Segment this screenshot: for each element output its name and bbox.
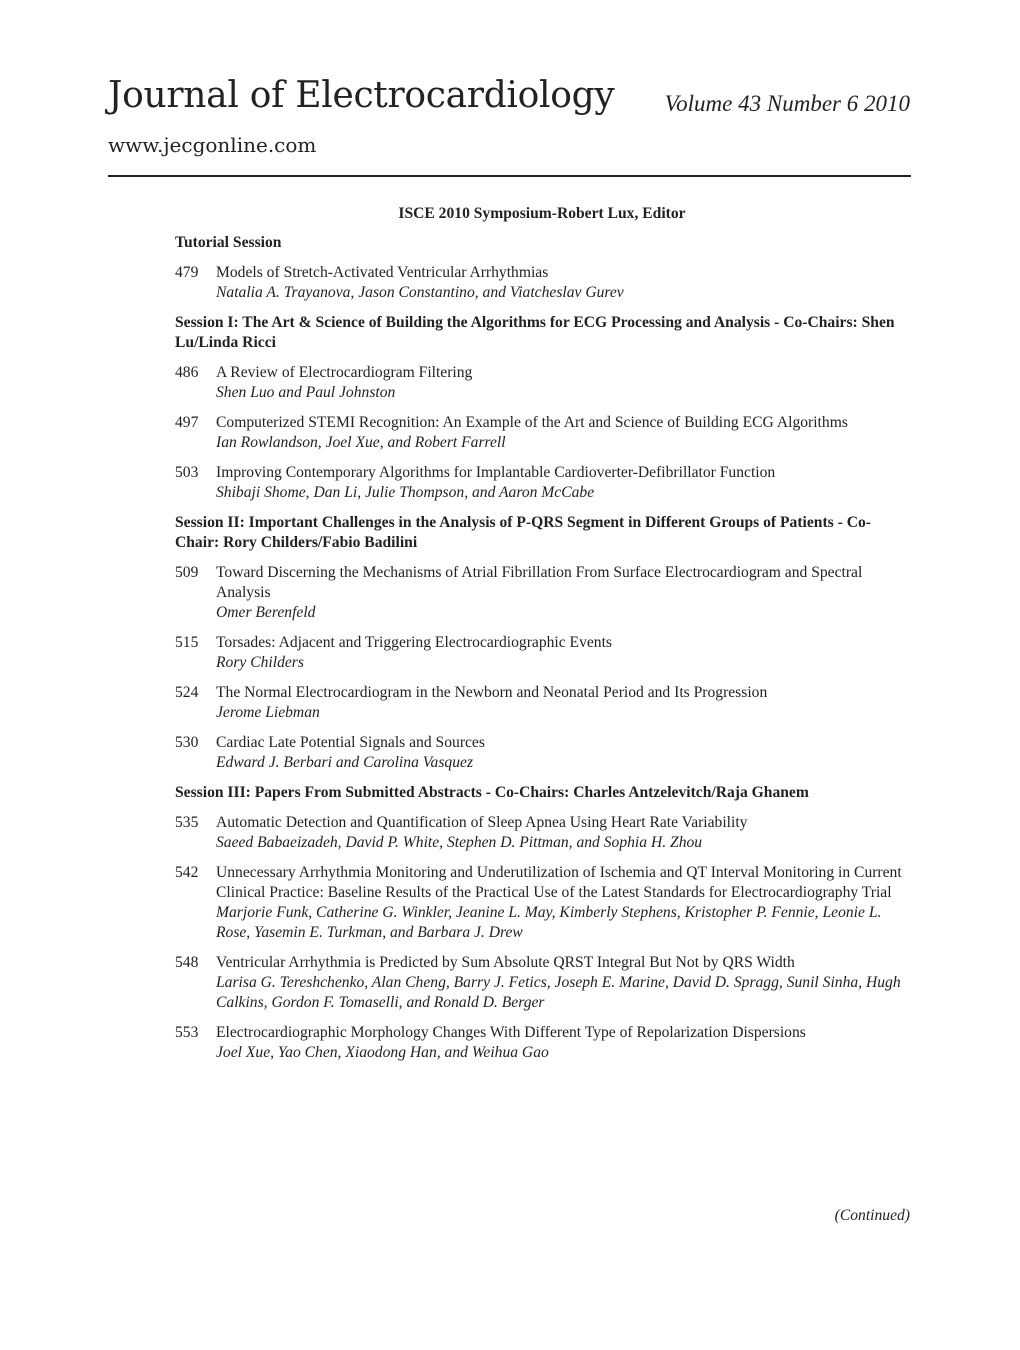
toc-entry[interactable] <box>175 813 915 853</box>
toc-sections <box>175 233 915 1063</box>
article-title[interactable]: Electrocardiographic Morphology Changes With Different Type of Repolarization Dispersions <box>216 1024 806 1041</box>
article-authors: Ian Rowlandson, Joel Xue, and Robert Farrell <box>216 434 506 451</box>
article-title[interactable]: Automatic Detection and Quantification of Sleep Apnea Using Heart Rate Variability <box>216 814 748 831</box>
article-title[interactable]: Improving Contemporary Algorithms for Implantable Cardioverter-Defibrillator Function <box>216 464 776 481</box>
article-title[interactable]: Unnecessary Arrhythmia Monitoring and Underutilization of Ischemia and QT Interval Monitoring in Current Clinical Practice: Baseline Results of the Practical Use of the Latest Standards for Electrocardiography Trial <box>216 864 902 901</box>
section-heading: Session III: Papers From Submitted Abstracts - Co-Chairs: Charles Antzelevitch/Raja Ghanem <box>175 784 809 801</box>
page-number: 524 <box>175 684 199 701</box>
article-title[interactable]: A Review of Electrocardiogram Filtering <box>216 364 473 381</box>
website-url: www.jecgonline.com <box>108 133 317 157</box>
article-authors: Shibaji Shome, Dan Li, Julie Thompson, and Aaron McCabe <box>216 484 595 501</box>
toc-entry[interactable] <box>175 1023 915 1063</box>
article-authors: Joel Xue, Yao Chen, Xiaodong Han, and Weihua Gao <box>216 1044 549 1061</box>
toc-entry[interactable] <box>175 563 915 623</box>
toc-entry[interactable] <box>175 363 915 403</box>
table-of-contents <box>175 204 915 1073</box>
page-number: 486 <box>175 364 199 381</box>
header-divider <box>108 175 911 177</box>
page-number: 503 <box>175 464 199 481</box>
continued-note: (Continued) <box>834 1207 910 1224</box>
article-title[interactable]: Ventricular Arrhythmia is Predicted by Sum Absolute QRST Integral But Not by QRS Width <box>216 954 795 971</box>
page-number: 515 <box>175 634 199 651</box>
article-title[interactable]: Models of Stretch-Activated Ventricular Arrhythmias <box>216 264 549 281</box>
article-title[interactable]: Toward Discerning the Mechanisms of Atrial Fibrillation From Surface Electrocardiogram and Spectral Analysis <box>216 564 863 601</box>
article-title[interactable]: Torsades: Adjacent and Triggering Electrocardiographic Events <box>216 634 613 651</box>
article-authors: Marjorie Funk, Catherine G. Winkler, Jeanine L. May, Kimberly Stephens, Kristopher P. Fennie, Leonie L. Rose, Yasemin E. Turkman, and Barbara J. Drew <box>216 904 882 941</box>
page-number: 530 <box>175 734 199 751</box>
toc-entry[interactable] <box>175 863 915 943</box>
article-authors: Edward J. Berbari and Carolina Vasquez <box>216 754 474 771</box>
page-number: 509 <box>175 564 199 581</box>
page-number: 497 <box>175 414 199 431</box>
toc-entry[interactable] <box>175 733 915 773</box>
article-authors: Rory Childers <box>216 654 304 671</box>
journal-title: Journal of Electrocardiology <box>108 75 615 116</box>
page-number: 542 <box>175 864 199 881</box>
page-number: 548 <box>175 954 199 971</box>
article-authors: Saeed Babaeizadeh, David P. White, Stephen D. Pittman, and Sophia H. Zhou <box>216 834 703 851</box>
section-heading: Session II: Important Challenges in the Analysis of P-QRS Segment in Different Groups of Patients - Co-Chair: Rory Childers/Fabio Badilini <box>175 514 871 551</box>
symposium-heading: ISCE 2010 Symposium-Robert Lux, Editor <box>398 205 686 222</box>
page-number: 553 <box>175 1024 199 1041</box>
article-authors: Larisa G. Tereshchenko, Alan Cheng, Barry J. Fetics, Joseph E. Marine, David D. Spragg, Sunil Sinha, Hugh Calkins, Gordon F. Tomaselli, and Ronald D. Berger <box>216 974 901 1011</box>
page-number: 535 <box>175 814 199 831</box>
article-authors: Omer Berenfeld <box>216 604 316 621</box>
issue-info: Volume 43 Number 6 2010 <box>664 91 910 116</box>
toc-entry[interactable] <box>175 463 915 503</box>
article-title[interactable]: The Normal Electrocardiogram in the Newborn and Neonatal Period and Its Progression <box>216 684 768 701</box>
toc-entry[interactable] <box>175 683 915 723</box>
article-authors: Jerome Liebman <box>216 704 320 721</box>
article-authors: Natalia A. Trayanova, Jason Constantino, and Viatcheslav Gurev <box>216 284 624 301</box>
article-title[interactable]: Computerized STEMI Recognition: An Example of the Art and Science of Building ECG Algorithms <box>216 414 848 431</box>
page-number: 479 <box>175 264 199 281</box>
article-title[interactable]: Cardiac Late Potential Signals and Sources <box>216 734 485 751</box>
toc-entry[interactable] <box>175 263 915 303</box>
article-authors: Shen Luo and Paul Johnston <box>216 384 396 401</box>
section-heading: Tutorial Session <box>175 234 282 251</box>
toc-entry[interactable] <box>175 953 915 1013</box>
section-heading: Session I: The Art & Science of Building the Algorithms for ECG Processing and Analysis - Co-Chairs: Shen Lu/Linda Ricci <box>175 314 895 351</box>
toc-entry[interactable] <box>175 633 915 673</box>
toc-entry[interactable] <box>175 413 915 453</box>
